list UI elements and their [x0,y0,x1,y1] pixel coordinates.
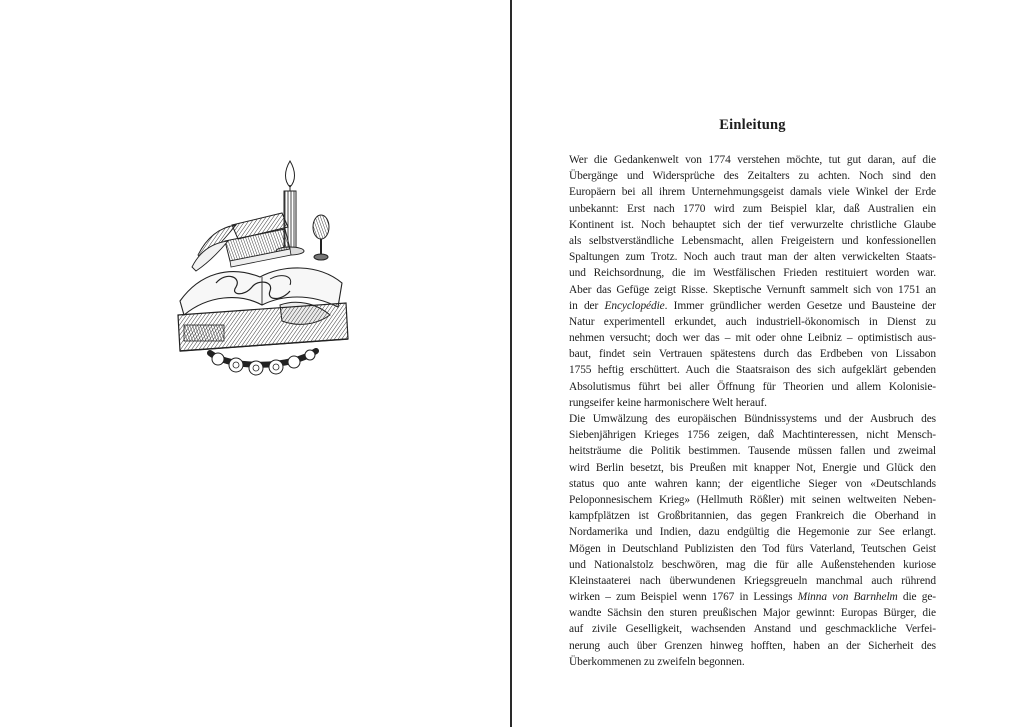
text-run: . Immer gründlicher werden Gesetze und Bausteine der [664,299,936,312]
text-run: Überkommenen zu zweifeln begonnen. [569,655,745,668]
text-line [569,524,936,540]
text-run: nerung auch über Grenzen hinweg hofften, haben an der Sicherheit des [569,639,936,652]
text-line [569,589,936,605]
text-run: in der [569,299,605,312]
text-line [569,217,936,233]
text-line [569,168,936,184]
text-line [569,541,936,557]
text-run: Spaltungen zum Trotz. Noch auch traut man der alten verwickelten Staats- [569,251,936,264]
text-run: wird Berlin besetzt, bis Preußen mit knapper Not, Energie und Glück den [569,461,936,474]
text-run: die ge- [897,591,936,604]
text-run: Wer die Gedankenwelt von 1774 verstehen möchte, tut gut daran, auf die [569,154,936,166]
text-run: Kontinent ist. Noch behauptet sich der tief verwurzelte christliche Glaube [569,218,936,231]
text-line [569,379,936,395]
text-line [569,346,936,362]
text-line [569,298,936,314]
text-line [569,282,936,298]
text-run: wirken – zum Beispiel wenn 1767 in Lessings [569,591,798,604]
text-line [569,411,936,427]
text-run: als selbstverständliche Lebensmacht, allen Freigeistern und konfessionellen [569,234,936,247]
text-run: baut, findet sein Vertrauen spätestens durch das Erdbeben von Lissabon [569,348,936,361]
text-line [569,184,936,200]
text-run: und Reichsordnung, die im Westfälischen Frieden restituiert worden war. [569,267,936,280]
text-line [569,573,936,589]
text-run: kampfplätzen ist Großbritannien, das gegen Frankreich die Oberhand in [569,510,936,523]
text-line [569,249,936,265]
text-run: heitsträume die Politik bestimmen. Tausende müssen fallen und zweimal [569,445,936,458]
text-line [569,265,936,281]
text-run: wandte Sächsin den sturen preußischen Major gewinnt: Europas Bürger, die [569,607,936,620]
text-line [569,557,936,573]
italic-title: Encyclopédie [604,299,665,312]
text-run: und Nationalstolz beschwören, mag die für alle Außenstehenden kuriose [569,558,936,571]
text-run: Natur experimentell erkundet, auch industriell-ökonomisch in Dienst zu [569,315,936,328]
text-line [569,330,936,346]
text-line [569,605,936,621]
text-run: Nordamerika und Indien, dazu endgültig die Hegemonie zur See erlangt. [569,526,936,539]
text-run: Aber das Gefüge zeigt Risse. Skeptische Vernunft sammelt sich von 1751 an [569,283,936,296]
text-line [569,314,936,330]
text-line [569,362,936,378]
text-run: Absolutismus führt bei aller Öffnung für Theorien und allem Kolonisie- [569,380,936,393]
text-line [569,492,936,508]
text-line [569,395,936,411]
text-run: 1755 heftig erschüttert. Auch die Staatsraison des sich aufgeklärt gebenden [569,364,936,377]
paragraph [569,411,936,670]
text-line [569,476,936,492]
text-line [569,233,936,249]
text-line [569,443,936,459]
text-run: Kleinstaaterei nach überwundenen Kriegsgreueln manchmal auch rührend [569,574,936,587]
chapter-title: Einleitung [719,117,786,133]
text-run: status quo ante wahren kann; der eigentliche Sieger von «Deutschlands [569,477,936,490]
text-line [569,460,936,476]
italic-title: Minna von Barnhelm [797,591,898,604]
text-run: nehmen versucht; doch wer das – mit oder ohne Leibniz – optimistisch aus- [569,332,936,345]
still-life-vignette [170,155,350,380]
text-run: Siebenjährigen Krieges 1756 zeigen, daß Machtinteressen, nicht Mensch- [569,429,936,442]
body-text [569,152,936,670]
text-run: Übergänge und Widersprüche des Zeitalters zu achten. Noch sind den [569,170,936,183]
paragraph [569,152,936,411]
text-run: Mögen in Deutschland Publizisten den Tod fürs Vaterland, Teutschen Geist [569,542,936,555]
text-run: rungseifer keine harmonischere Welt herauf. [569,396,767,409]
text-line [569,654,936,670]
text-line [569,201,936,217]
text-run: Peloponnesischem Krieg» (Hellmuth Rößler) mit seinen weltweiten Neben- [569,493,936,506]
text-run: Europäern bei all ihrem Unternehmungsgeist damals viele Winkel der Erde [569,186,936,199]
text-line [569,621,936,637]
text-run: auf zivile Geselligkeit, wachsenden Anstand und geschmackliche Verfei- [569,623,936,636]
text-line [569,152,936,168]
text-run: Die Umwälzung des europäischen Bündnissystems und der Ausbruch des [569,413,936,425]
text-line [569,508,936,524]
text-run: unbekannt: Erst nach 1770 wird zum Beispiel klar, daß Australien ein [569,202,936,215]
text-line [569,427,936,443]
text-line [569,638,936,654]
